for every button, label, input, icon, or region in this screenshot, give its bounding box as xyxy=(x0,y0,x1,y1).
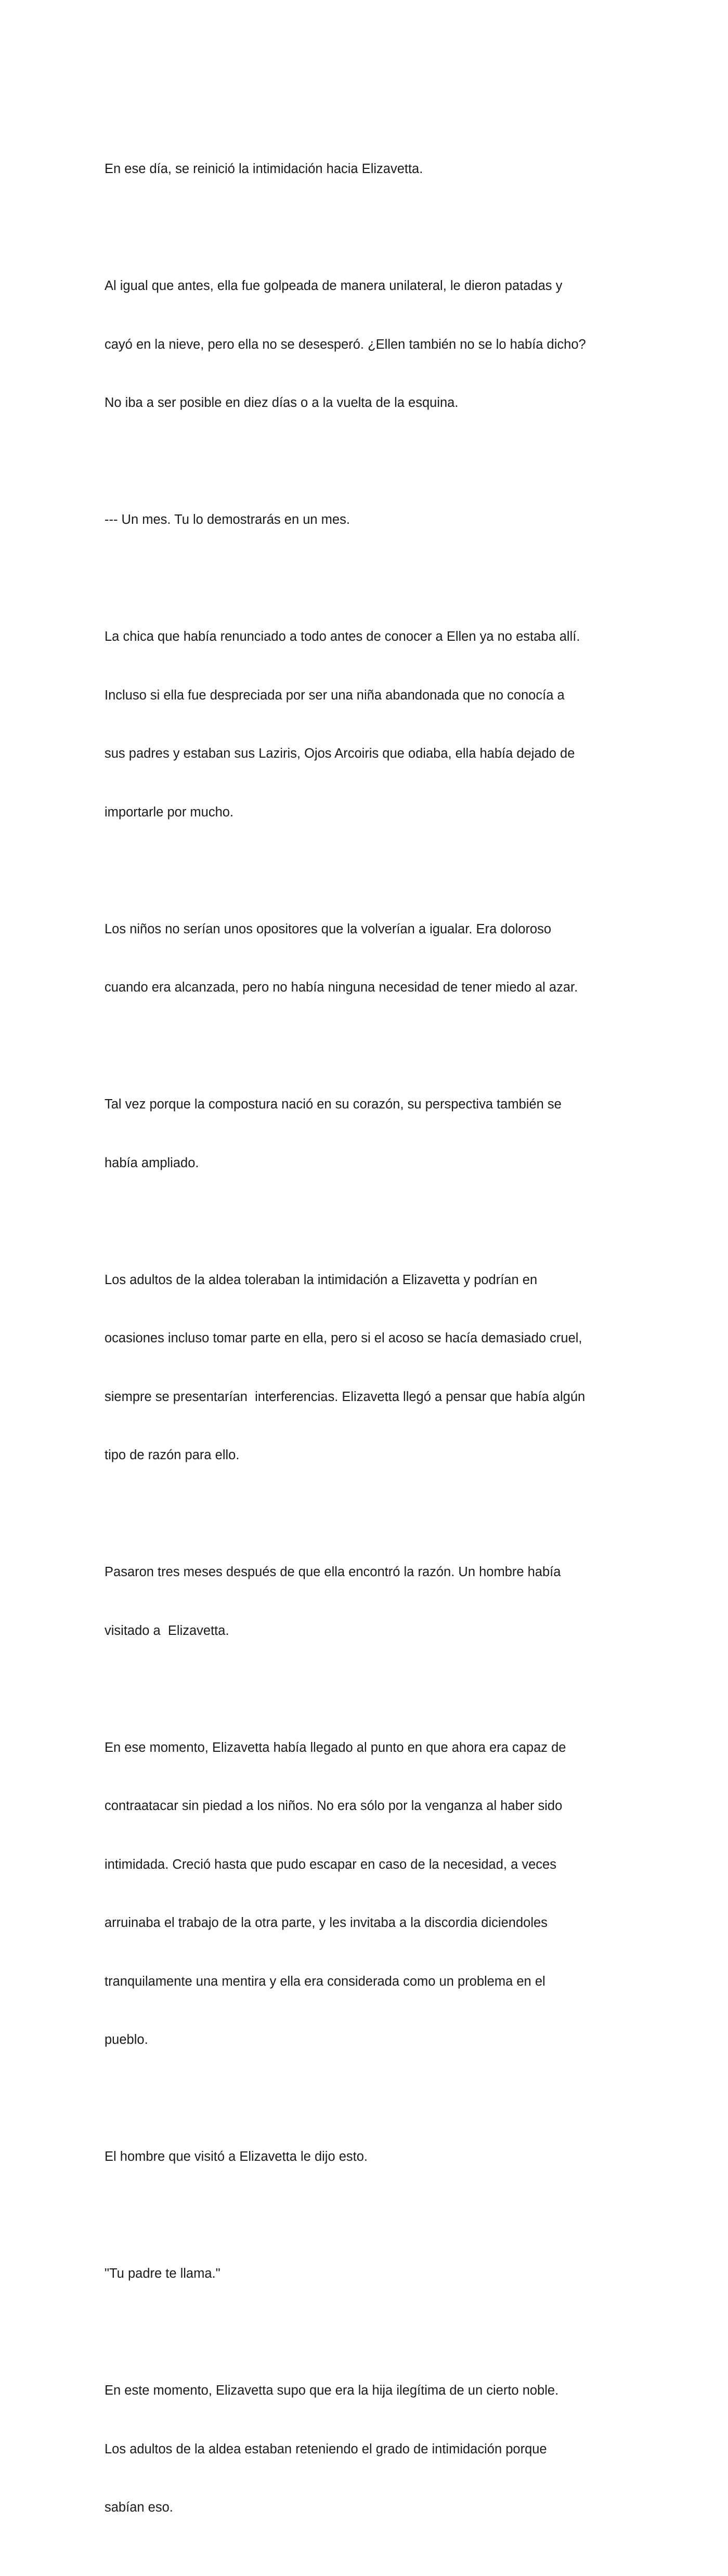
text-line: La chica que había renunciado a todo antes de conocer a Ellen ya no estaba allí. xyxy=(105,629,580,644)
paragraph-7 xyxy=(105,1232,630,1504)
paragraph-5 xyxy=(105,881,630,1037)
text-line: cayó en la nieve, pero ella no se desesperó. ¿Ellen también no se lo había dicho? xyxy=(105,337,586,352)
text-line: En ese momento, Elizavetta había llegado al punto en que ahora era capaz de xyxy=(105,1740,566,1755)
text-line: Al igual que antes, ella fue golpeada de manera unilateral, le dieron patadas y xyxy=(105,279,563,293)
paragraph-11 xyxy=(105,2225,630,2323)
text-line: pueblo. xyxy=(105,2032,148,2047)
text-line: tranquilamente una mentira y ella era considerada como un problema en el xyxy=(105,1974,545,1989)
paragraph-12 xyxy=(105,2342,630,2557)
text-line: En este momento, Elizavetta supo que era la hija ilegítima de un cierto noble. xyxy=(105,2383,559,2398)
text-line: No iba a ser posible en diez días o a la vuelta de la esquina. xyxy=(105,395,459,410)
text-line: había ampliado. xyxy=(105,1155,199,1170)
text-line: siempre se presentarían interferencias. Elizavetta llegó a pensar que había algún xyxy=(105,1389,586,1404)
paragraph-8 xyxy=(105,1524,630,1680)
text-line: importarle por mucho. xyxy=(105,804,234,820)
text-line: Tal vez porque la compostura nació en su corazón, su perspectiva también se xyxy=(105,1097,562,1112)
text-line: --- Un mes. Tu lo demostrarás en un mes. xyxy=(105,512,350,527)
paragraph-9 xyxy=(105,1699,630,2089)
paragraph-2 xyxy=(105,237,630,452)
text-line: sus padres y estaban sus Laziris, Ojos Arcoiris que odiaba, ella había dejado de xyxy=(105,746,575,761)
text-line: El hombre que visitó a Elizavetta le dijo esto. xyxy=(105,2149,368,2164)
text-line: contraatacar sin piedad a los niños. No era sólo por la venganza al haber sido xyxy=(105,1799,563,1813)
paragraph-1 xyxy=(105,121,630,218)
text-line: En ese día, se reinició la intimidación hacia Elizavetta. xyxy=(105,162,423,176)
text-line: visitado a Elizavetta. xyxy=(105,1623,229,1638)
paragraph-10 xyxy=(105,2108,630,2206)
paragraph-6 xyxy=(105,1056,630,1212)
text-line: sabían eso. xyxy=(105,2500,173,2515)
paragraph-4 xyxy=(105,588,630,861)
text-line: arruinaba el trabajo de la otra parte, y les invitaba a la discordia diciendoles xyxy=(105,1916,548,1930)
text-line: Pasaron tres meses después de que ella encontró la razón. Un hombre había xyxy=(105,1565,561,1579)
text-line: tipo de razón para ello. xyxy=(105,1448,240,1462)
text-line: "Tu padre te llama." xyxy=(105,2266,220,2281)
text-line: Los adultos de la aldea estaban reteniendo el grado de intimidación porque xyxy=(105,2441,547,2456)
text-line: Incluso si ella fue despreciada por ser una niña abandonada que no conocía a xyxy=(105,688,565,703)
text-line: intimidada. Creció hasta que pudo escapar en caso de la necesidad, a veces xyxy=(105,1857,556,1872)
text-line: ocasiones incluso tomar parte en ella, pero si el acoso se hacía demasiado cruel, xyxy=(105,1331,582,1345)
text-line: cuando era alcanzada, pero no había ninguna necesidad de tener miedo al azar. xyxy=(105,980,578,995)
text-line: Los adultos de la aldea toleraban la intimidación a Elizavetta y podrían en xyxy=(105,1272,538,1287)
paragraph-3 xyxy=(105,471,630,569)
document-body xyxy=(105,121,630,2576)
text-line: Los niños no serían unos opositores que la volverían a igualar. Era doloroso xyxy=(105,921,552,936)
